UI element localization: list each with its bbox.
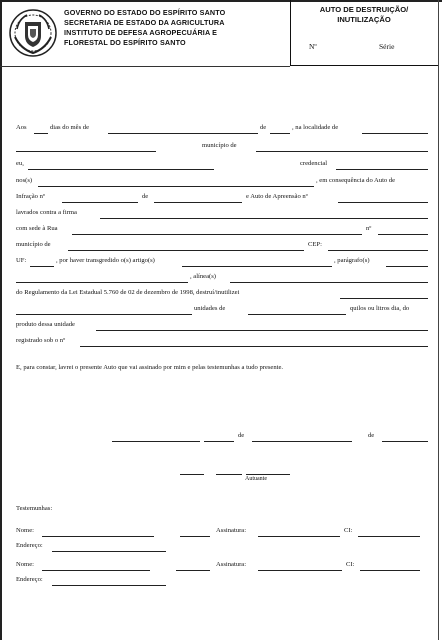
witness-2-address-field[interactable] [52, 585, 166, 586]
subsections-field[interactable] [230, 282, 428, 283]
witness-1-signature-label: Assinatura: [216, 527, 247, 534]
witness-1-signature-field[interactable] [258, 536, 340, 537]
header-line-4: FLORESTAL DO ESPÍRITO SANTO [64, 38, 186, 47]
witness-2-line [16, 561, 430, 573]
label-paragrafos: , parágrafo(s) [334, 257, 370, 264]
product-field[interactable] [96, 330, 428, 331]
issuer-header [64, 8, 286, 48]
series-label: Série [379, 42, 395, 51]
witness-2-name-field[interactable] [42, 570, 150, 571]
label-nos: nos(s) [16, 177, 33, 184]
label-de-infracao: de [142, 193, 149, 200]
witness-1-address-line [16, 542, 430, 554]
municipality-field[interactable] [256, 151, 428, 152]
label-registrado: registrado sob o nº [16, 337, 66, 344]
form-line-unidades [16, 305, 430, 317]
label-produto: produto dessa unidade [16, 321, 75, 328]
witness-2-signature-field[interactable] [258, 570, 342, 571]
infraction-number-field[interactable] [62, 202, 138, 203]
locality-field[interactable] [362, 133, 428, 134]
label-dias-mes: dias do mês de [50, 124, 90, 131]
closing-statement [16, 364, 430, 376]
closing-text: E, para constar, lavrei o presente Auto que vai assinado por mim e pelas testemunhas a tudo presente. [16, 364, 284, 371]
frame-right-border [438, 0, 439, 640]
label-apreensao: e Auto de Apreensão nº [246, 193, 308, 200]
witness-1-ci-label: CI: [344, 527, 353, 534]
form-line-date [16, 124, 430, 136]
label-lavrados: lavrados contra a firma [16, 209, 77, 216]
year-field[interactable] [270, 133, 290, 134]
number-label: Nº [309, 42, 317, 51]
label-credencial: credencial [300, 160, 328, 167]
place-field[interactable] [112, 441, 200, 442]
label-transgredido: , por haver transgredido o(s) artigo(s) [56, 257, 155, 264]
form-line-infracao [16, 193, 430, 205]
witness-1-name-cont-field[interactable] [180, 536, 210, 537]
frame-left-border [0, 0, 2, 640]
form-line-cep [16, 241, 430, 253]
uf-field[interactable] [30, 266, 54, 267]
product-units-field[interactable] [248, 314, 346, 315]
witness-1-name-field[interactable] [42, 536, 154, 537]
form-line-firma [16, 209, 430, 221]
date-location-line [16, 432, 430, 444]
witness-2-address-line [16, 576, 430, 588]
form-line-eu [16, 160, 430, 172]
date-month-field[interactable] [252, 441, 352, 442]
agent-name-field[interactable] [28, 169, 214, 170]
witness-2-name-cont-field[interactable] [176, 570, 210, 571]
registration-field[interactable] [80, 346, 428, 347]
paragraphs-cont-field[interactable] [16, 282, 188, 283]
header-line-2: SECRETARIA DE ESTADO DA AGRICULTURA [64, 18, 225, 27]
form-line-produto [16, 321, 430, 333]
witness-2-address-label: Endereço: [16, 576, 43, 583]
witness-2-name-label: Nome: [16, 561, 34, 568]
label-quilos: quilos ou litros dia, do [350, 305, 410, 312]
seizure-number-field[interactable] [338, 202, 428, 203]
label-alinea: , alínea(s) [190, 273, 216, 280]
label-numero: nº [366, 225, 372, 232]
header-divider [0, 66, 290, 67]
label-municipio-de: município de [202, 142, 237, 149]
label-uf: UF: [16, 257, 27, 264]
form-line-registrado [16, 337, 430, 349]
label-consequencia: , em consequência do Auto de [316, 177, 396, 184]
witnesses-heading [16, 505, 430, 517]
signature-field[interactable] [246, 474, 290, 475]
date-year-field[interactable] [382, 441, 428, 442]
label-municipio: município de [16, 241, 51, 248]
witness-2-signature-label: Assinatura: [216, 561, 247, 568]
form-line-municipio [16, 142, 430, 154]
witnesses-title: Testemunhas: [16, 505, 53, 512]
header-line-1: GOVERNO DO ESTADO DO ESPÍRITO SANTO [64, 8, 226, 17]
cep-field[interactable] [328, 250, 428, 251]
label-eu: eu, [16, 160, 24, 167]
title-line-2: INUTILIZAÇÃO [337, 14, 391, 24]
document-title [291, 5, 437, 24]
label-date-de-1: de [238, 432, 245, 439]
credential-field[interactable] [336, 169, 428, 170]
company-municipality-field[interactable] [68, 250, 304, 251]
signature-label: Autuante [245, 476, 267, 482]
paragraphs-field[interactable] [386, 266, 428, 267]
label-unidades: unidades de [194, 305, 226, 312]
label-de: de [260, 124, 267, 131]
header-line-3: INSTITUTO DE DEFESA AGROPECUÁRIA E [64, 28, 218, 37]
label-date-de-2: de [368, 432, 375, 439]
form-line-sede [16, 225, 430, 237]
witness-2-ci-field[interactable] [360, 570, 420, 571]
document-title-box [290, 0, 438, 66]
signature-stub-1[interactable] [180, 474, 204, 475]
infraction-date-field[interactable] [154, 202, 242, 203]
quantity-field[interactable] [16, 314, 192, 315]
label-infracao: Infração nº [16, 193, 45, 200]
month-field[interactable] [108, 133, 258, 134]
nos-field[interactable] [38, 186, 314, 187]
street-field[interactable] [72, 234, 362, 235]
title-line-1: AUTO DE DESTRUIÇÃO/ [319, 5, 409, 14]
witness-1-address-label: Endereço: [16, 542, 43, 549]
witness-1-line [16, 527, 430, 539]
date-day-field[interactable] [204, 441, 234, 442]
locality-cont-field[interactable] [16, 151, 156, 152]
form-line-alinea [16, 273, 430, 285]
signature-stub-2[interactable] [216, 474, 242, 475]
street-number-field[interactable] [378, 234, 428, 235]
company-field[interactable] [100, 218, 428, 219]
destroyed-field[interactable] [340, 298, 428, 299]
coat-of-arms-seal-icon [7, 7, 59, 59]
form-line-nos [16, 177, 430, 189]
label-regulamento: do Regulamento da Lei Estadual 5.760 de 02 de dezembro de 1998, destruí/inutilizei [16, 289, 240, 296]
label-localidade: , na localidade de [292, 124, 339, 131]
articles-field[interactable] [182, 266, 332, 267]
label-aos: Aos [16, 124, 27, 131]
label-sede: com sede à Rua [16, 225, 58, 232]
witness-1-ci-field[interactable] [358, 536, 420, 537]
signature-line [16, 465, 430, 477]
witness-2-ci-label: CI: [346, 561, 355, 568]
witness-1-name-label: Nome: [16, 527, 34, 534]
witness-1-address-field[interactable] [52, 551, 166, 552]
day-field[interactable] [34, 133, 48, 134]
form-line-regulamento [16, 289, 430, 301]
form-line-uf [16, 257, 430, 269]
label-cep: CEP: [308, 241, 322, 248]
